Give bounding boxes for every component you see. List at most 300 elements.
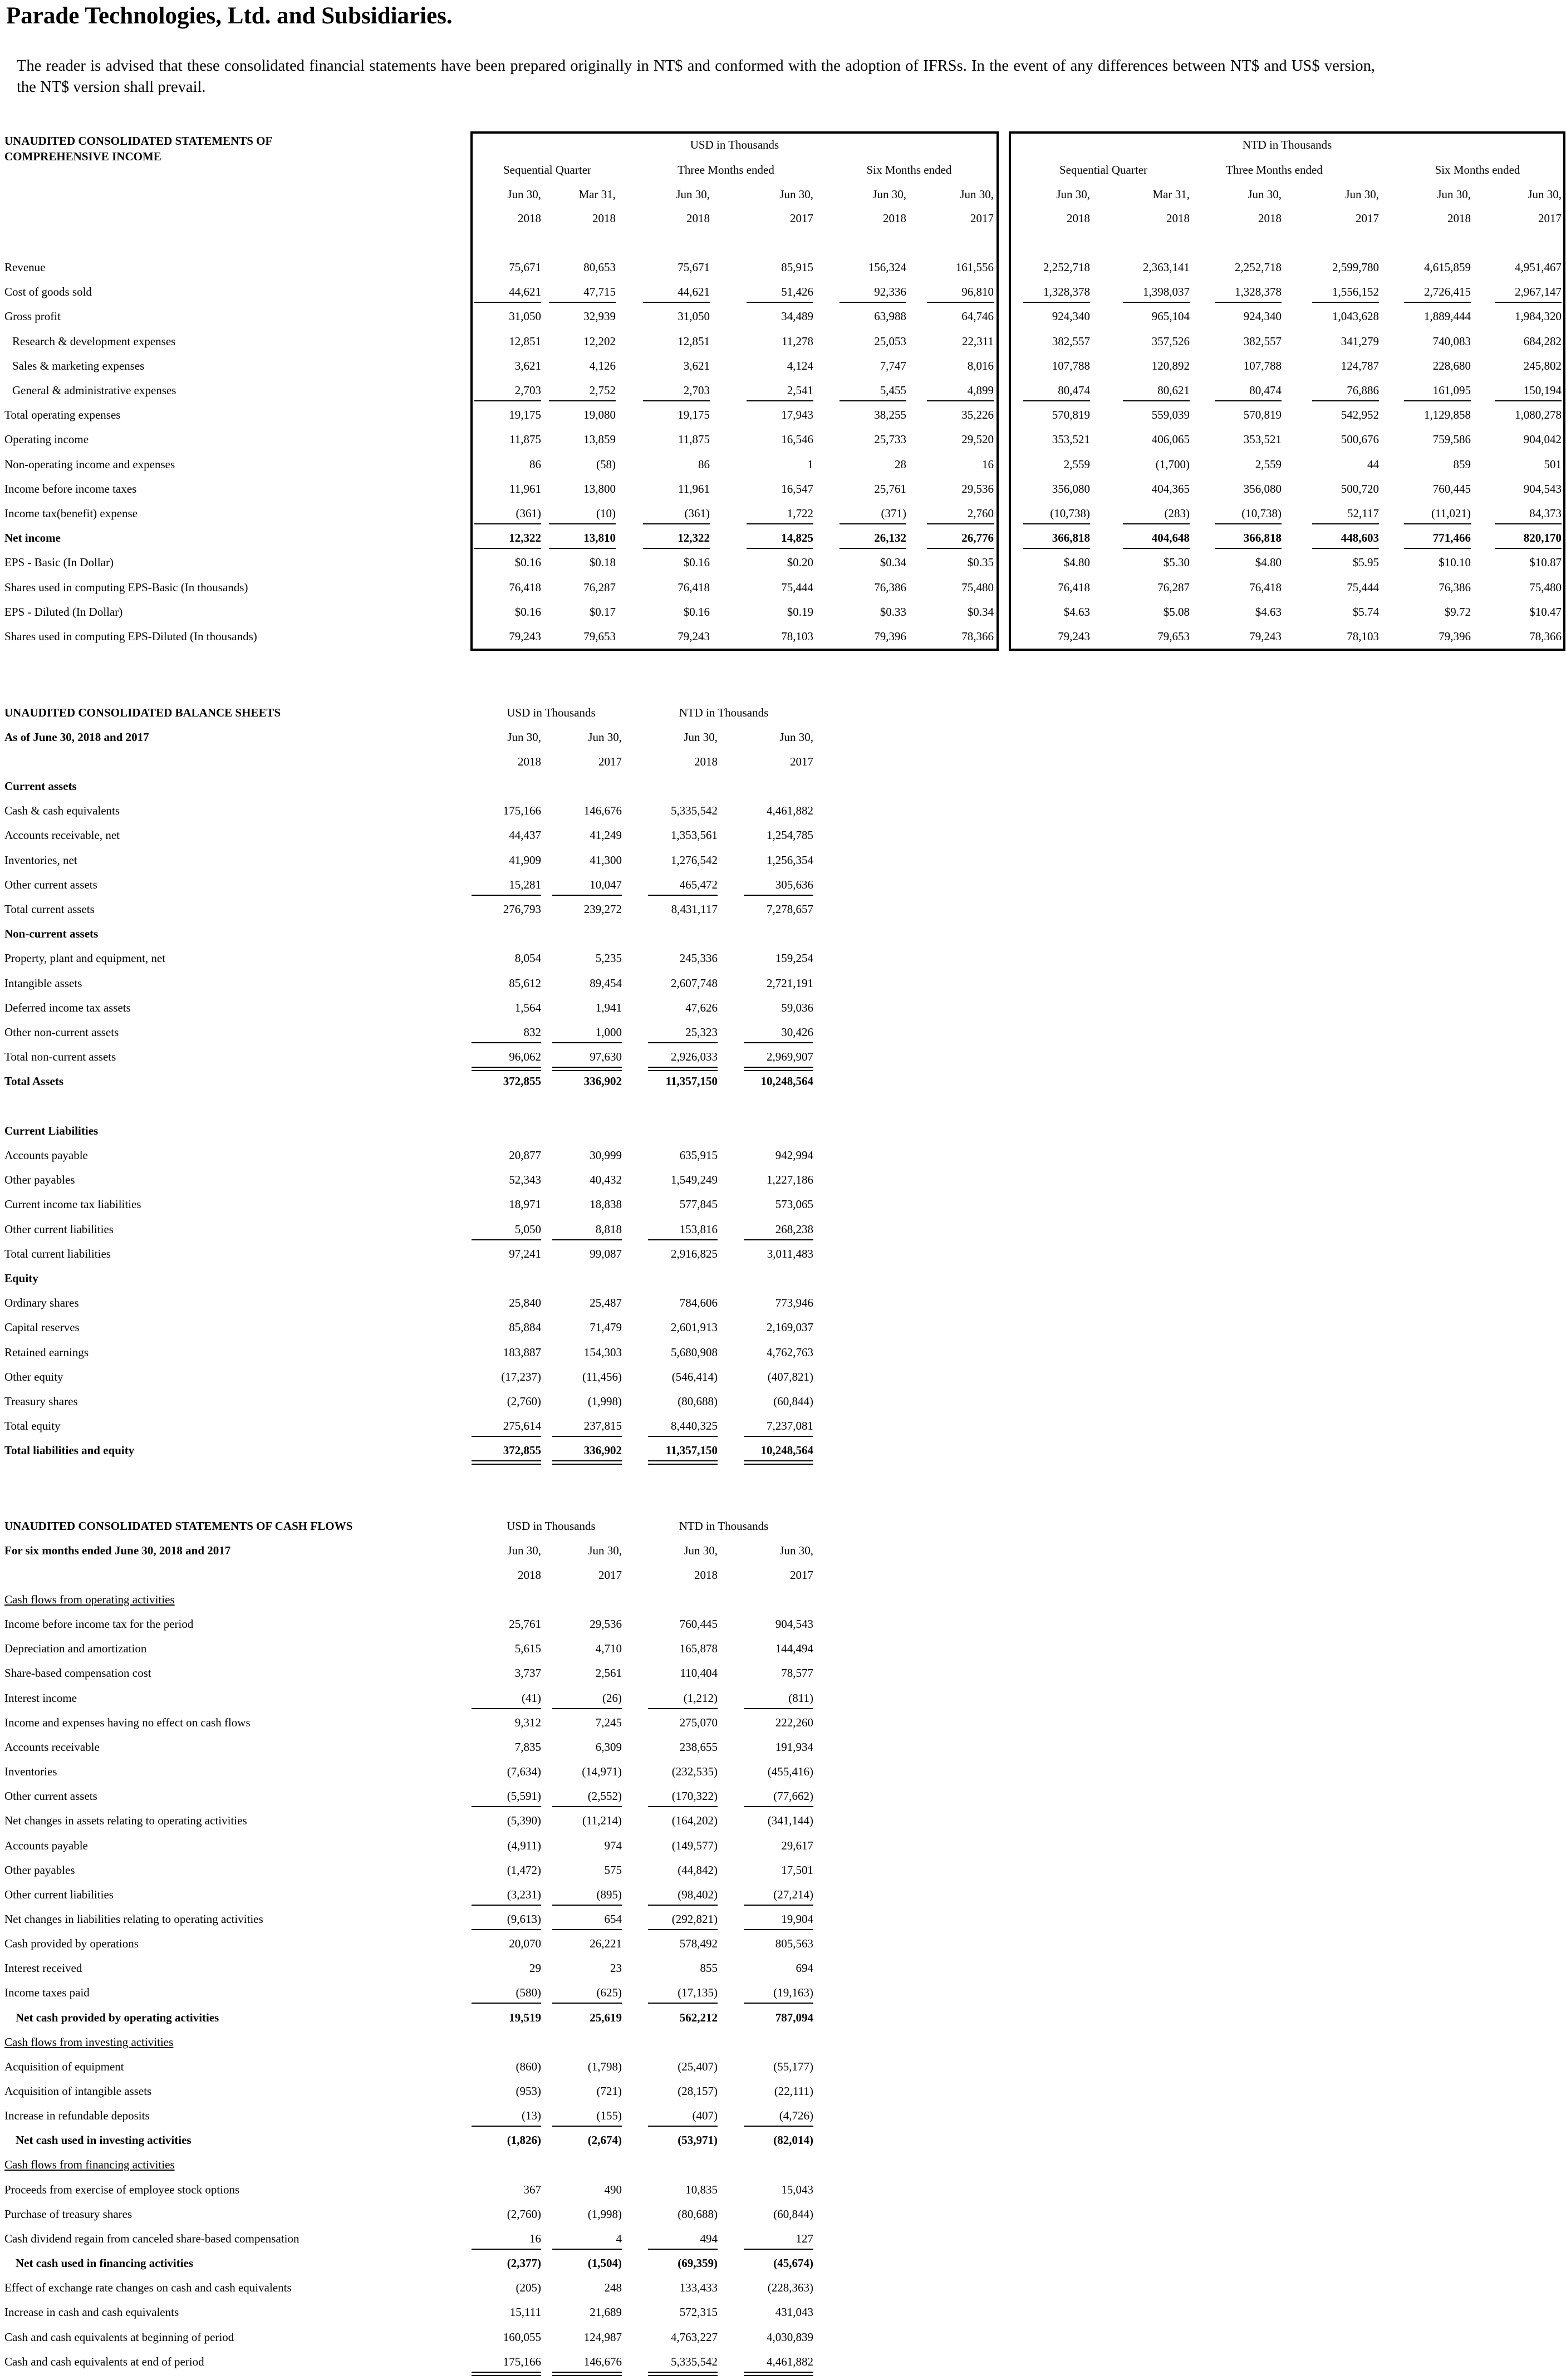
cashflow-underline [472,2249,541,2250]
cashflow-cell: 7,245 [595,1715,622,1729]
income-row-label: Cost of goods sold [4,285,92,299]
balance-row-label: Other current liabilities [4,1222,114,1236]
cashflow-cell: 431,043 [775,2305,813,2319]
income-underline [747,548,813,549]
balance-cell: 159,254 [775,951,813,965]
income-cell: 19,175 [509,408,541,422]
balance-cell: 1,227,186 [767,1173,813,1187]
cashflow-row-label: Cash flows from investing activities [4,2035,174,2049]
income-cell: 76,886 [1347,384,1379,397]
balance-cell: 7,237,081 [767,1419,813,1433]
income-row-label: Total operating expenses [4,408,121,422]
balance-cell: 2,607,748 [671,976,718,990]
income-col-year: 2017 [970,212,994,225]
cashflow-row-label: Cash provided by operations [4,1937,139,1951]
income-group-header: Three Months ended [1226,163,1323,176]
balance-underline [648,1460,718,1465]
income-cell: $5.08 [1163,605,1190,619]
balance-row-label: Intangible assets [4,976,82,990]
balance-cell: 146,676 [583,804,622,818]
cashflow-cell: 127 [796,2231,813,2245]
cashflow-cell: 25,761 [509,1617,541,1631]
income-cell: 29,536 [961,482,994,495]
cashflow-cell: 787,094 [775,2010,813,2024]
balance-cell: 5,235 [595,951,622,965]
cashflow-cell: (45,674) [773,2256,813,2270]
income-cell: 1,398,037 [1143,285,1190,299]
balance-row-label: Equity [4,1272,38,1285]
cashflow-cell: (2,377) [507,2256,541,2270]
balance-title: UNAUDITED CONSOLIDATED BALANCE SHEETS [4,706,281,719]
balance-cell: 11,357,150 [665,1444,718,1458]
income-cell: (1,700) [1155,457,1190,471]
income-cell: 51,426 [781,285,813,299]
income-cell: 1,129,858 [1424,408,1471,422]
income-cell: (10,738) [1241,507,1282,520]
balance-underline [744,1067,813,1071]
cashflow-row-label: Other current assets [4,1789,97,1803]
income-cell: 75,480 [1529,580,1562,594]
balance-cell: 3,011,483 [767,1247,813,1260]
cashflow-col-year: 2018 [694,1568,718,1582]
cashflow-row-label: Net cash used in financing activities [16,2256,194,2270]
cashflow-row-label: Share-based compensation cost [4,1666,151,1680]
balance-cell: 97,630 [590,1050,622,1064]
balance-underline [552,1067,622,1071]
balance-underline [648,1436,718,1437]
income-cell: 13,800 [583,482,616,495]
income-cell: 570,819 [1052,408,1090,422]
cashflow-cell: 191,934 [775,1740,813,1754]
income-cell: 26,776 [961,531,994,545]
cashflow-row-label: Depreciation and amortization [4,1642,147,1656]
income-underline [1312,302,1379,303]
cashflow-cell: 21,689 [590,2305,622,2319]
cashflow-cell: 175,166 [503,2354,541,2368]
income-cell: 2,752 [589,384,616,397]
balance-cell: 8,054 [514,951,541,965]
income-underline [1215,548,1282,549]
cashflow-row-label: Acquisition of equipment [4,2059,124,2073]
balance-cell: (546,414) [671,1370,718,1383]
income-cell: 79,396 [1439,630,1471,643]
cashflow-row-label: Cash dividend regain from canceled share-based compensation [4,2231,300,2245]
cashflow-cell: 760,445 [679,1617,718,1631]
income-cell: 382,557 [1052,334,1090,348]
income-cell: 11,961 [678,482,710,495]
income-cell: 245,802 [1523,359,1562,372]
income-col-month: Jun 30, [779,188,813,201]
cashflow-cell: (232,535) [671,1765,718,1779]
cashflow-underline [648,2372,718,2376]
cashflow-underline [744,2126,813,2127]
income-row-label: General & administrative expenses [12,384,176,397]
income-cell: 740,083 [1432,334,1471,348]
cashflow-cell: (2,674) [587,2133,622,2147]
cashflow-cell: (811) [788,1691,813,1705]
balance-ntd-header: NTD in Thousands [679,706,769,719]
balance-cell: 784,606 [679,1296,718,1310]
income-cell: 107,788 [1052,359,1090,372]
income-cell: 2,252,718 [1043,261,1090,274]
cashflow-row-label: Proceeds from exercise of employee stock options [4,2182,240,2196]
cashflow-cell: 29 [529,1961,541,1975]
balance-cell: 5,335,542 [671,804,718,818]
cashflow-cell: 26,221 [590,1937,622,1951]
balance-row-label: Current assets [4,779,77,793]
cashflow-cell: (164,202) [671,1814,718,1828]
income-cell: $4.63 [1255,605,1282,619]
balance-cell: 4,461,882 [767,804,813,818]
balance-cell: 1,353,561 [671,828,718,842]
balance-underline [744,1460,813,1465]
income-cell: 2,703 [683,384,710,397]
income-row-label: Income tax(benefit) expense [4,507,138,520]
income-cell: 904,042 [1523,433,1562,446]
cashflow-col-month: Jun 30, [507,1544,541,1557]
balance-subtitle: As of June 30, 2018 and 2017 [4,730,149,744]
cashflow-cell: 15,111 [509,2305,541,2319]
cashflow-underline [648,1905,718,1906]
income-row-label: Shares used in computing EPS-Diluted (In thousands) [4,630,257,643]
income-cell: 13,859 [583,433,616,446]
income-cell: 79,396 [874,630,906,643]
cashflow-cell: 4,461,882 [767,2354,813,2368]
cashflow-cell: (44,842) [678,1863,718,1877]
income-cell: 19,080 [583,408,616,422]
balance-cell: 99,087 [590,1247,622,1260]
income-underline [1123,302,1190,303]
cashflow-ntd-header: NTD in Thousands [679,1519,769,1533]
cashflow-cell: 9,312 [514,1715,541,1729]
cashflow-row-label: Net cash provided by operating activities [16,2010,219,2024]
income-underline [1123,400,1190,401]
cashflow-cell: 20,070 [509,1937,541,1951]
cashflow-cell: (953) [516,2084,541,2098]
cashflow-col-year: 2017 [598,1568,622,1582]
income-cell: 11,961 [509,482,541,495]
cashflow-underline [552,2003,622,2004]
cashflow-cell: (82,014) [773,2133,813,2147]
income-underline [643,548,710,549]
income-cell: 79,243 [678,630,710,643]
income-underline [840,302,906,303]
income-cell: 75,444 [1347,580,1379,594]
cashflow-underline [648,1929,718,1930]
income-cell: 78,103 [1347,630,1379,643]
income-cell: 76,386 [874,580,906,594]
balance-cell: 30,999 [590,1149,622,1162]
cashflow-row-label: Net changes in liabilities relating to operating activities [4,1912,263,1926]
balance-cell: 4,762,763 [767,1345,813,1359]
income-cell: 80,653 [583,261,616,274]
income-cell: 16 [982,457,994,471]
income-row-label: Sales & marketing expenses [12,359,145,372]
income-underline [1404,400,1471,401]
cashflow-cell: 133,433 [679,2281,718,2295]
income-cell: 107,788 [1243,359,1282,372]
income-underline [549,400,616,401]
cashflow-cell: (3,231) [507,1887,541,1901]
income-cell: 684,282 [1523,334,1562,348]
balance-underline [472,1042,541,1043]
cashflow-cell: (228,363) [767,2281,813,2295]
balance-cell: 268,238 [775,1222,813,1236]
cashflow-cell: (860) [516,2059,541,2073]
income-col-year: 2017 [790,212,813,225]
income-cell: 7,747 [880,359,906,372]
income-cell: $0.16 [683,556,710,570]
income-cell: $0.19 [787,605,813,619]
income-underline [1404,548,1471,549]
balance-usd-header: USD in Thousands [507,706,596,719]
income-cell: 4,615,859 [1424,261,1471,274]
income-cell: 1 [807,457,813,471]
cashflow-cell: (27,214) [773,1887,813,1901]
balance-cell: (60,844) [773,1395,813,1408]
cashflow-cell: (170,322) [671,1789,718,1803]
income-cell: 86 [529,457,541,471]
cashflow-cell: (14,971) [582,1765,622,1779]
balance-cell: (1,998) [587,1395,622,1408]
income-row-label: Income before income taxes [4,482,137,495]
income-col-month: Jun 30, [1437,188,1471,201]
cashflow-cell: 124,987 [583,2330,622,2344]
balance-cell: 8,431,117 [671,902,718,916]
cashflow-underline [648,1708,718,1709]
income-underline [474,523,541,524]
cashflow-cell: 29,536 [590,1617,622,1631]
income-cell: 84,373 [1529,507,1562,520]
income-underline [927,400,994,401]
balance-cell: 2,916,825 [671,1247,718,1260]
income-col-year: 2018 [1166,212,1190,225]
income-cell: 356,080 [1243,482,1282,495]
cashflow-cell: (1,998) [587,2207,622,2221]
income-group-header: Six Months ended [866,163,952,176]
balance-underline [552,1042,622,1043]
cashflow-underline [648,2003,718,2004]
income-cell: 96,810 [961,285,994,299]
cashflow-underline [744,1929,813,1930]
balance-underline [552,1239,622,1240]
cashflow-underline [648,2249,718,2250]
income-cell: 76,418 [509,580,541,594]
income-group-header: Six Months ended [1435,163,1520,176]
income-cell: 25,733 [874,433,906,446]
balance-row-label: Deferred income tax assets [4,1000,131,1014]
income-cell: 22,311 [962,334,994,348]
cashflow-cell: 248 [604,2281,622,2295]
income-cell: 228,680 [1432,359,1471,372]
income-cell: 904,543 [1523,482,1562,495]
income-col-year: 2018 [1447,212,1471,225]
balance-cell: 47,626 [685,1000,718,1014]
cashflow-row-label: Interest received [4,1961,82,1975]
balance-cell: (2,760) [507,1395,541,1408]
balance-cell: 41,300 [590,853,622,867]
balance-cell: 11,357,150 [665,1074,718,1088]
income-cell: $10.87 [1529,556,1562,570]
cashflow-underline [472,1806,541,1807]
balance-cell: 18,971 [509,1198,541,1211]
income-cell: 38,255 [874,408,906,422]
cashflow-cell: (580) [516,1986,541,2000]
cashflow-cell: (1,826) [507,2133,541,2147]
income-col-year: 2018 [592,212,616,225]
income-cell: 3,621 [683,359,710,372]
income-cell: 404,365 [1151,482,1190,495]
income-underline [1404,523,1471,524]
income-cell: 771,466 [1432,531,1471,545]
income-cell: 1,328,378 [1043,285,1090,299]
income-cell: 2,703 [514,384,541,397]
income-cell: 1,722 [787,507,813,520]
income-cell: 79,243 [1058,630,1090,643]
income-cell: 80,474 [1058,384,1090,397]
cashflow-cell: 855 [700,1961,718,1975]
balance-cell: 7,278,657 [767,902,813,916]
income-row-label: Operating income [4,433,89,446]
income-col-month: Jun 30, [872,188,906,201]
cashflow-cell: 110,404 [680,1666,718,1680]
cashflow-cell: 654 [604,1912,622,1926]
cashflow-cell: 694 [796,1961,813,1975]
cashflow-cell: (80,688) [678,2207,718,2221]
income-underline [927,523,994,524]
income-cell: 32,939 [583,310,616,323]
income-cell: 924,340 [1243,310,1282,323]
cashflow-cell: 78,577 [781,1666,813,1680]
usd-income-header: USD in Thousands [690,138,779,151]
cashflow-cell: (1,212) [683,1691,718,1705]
balance-underline [472,1067,541,1071]
balance-col-month: Jun 30, [684,730,718,744]
balance-row-label: Other equity [4,1370,63,1383]
balance-col-month: Jun 30, [588,730,622,744]
cashflow-row-label: Income before income tax for the period [4,1617,194,1631]
balance-underline [552,1460,622,1465]
cashflow-cell: (28,157) [678,2084,718,2098]
income-cell: 16,546 [781,433,813,446]
income-cell: 5,455 [880,384,906,397]
income-cell: 11,875 [678,433,710,446]
cashflow-cell: 146,676 [583,2354,622,2368]
income-cell: 12,202 [583,334,616,348]
balance-cell: 41,909 [509,853,541,867]
cashflow-title: UNAUDITED CONSOLIDATED STATEMENTS OF CASH FLOWS [4,1519,353,1533]
balance-cell: 154,303 [583,1345,622,1359]
income-cell: 2,760 [967,507,994,520]
balance-cell: (17,237) [501,1370,541,1383]
income-underline [747,400,813,401]
cashflow-underline [744,1905,813,1906]
cashflow-row-label: Accounts payable [4,1838,88,1852]
balance-cell: 40,432 [590,1173,622,1187]
cashflow-row-label: Inventories [4,1765,57,1779]
cashflow-cell: 19,904 [781,1912,813,1926]
balance-cell: 183,887 [503,1345,541,1359]
income-underline [1312,523,1379,524]
income-cell: 2,252,718 [1235,261,1282,274]
income-cell: 2,726,415 [1424,285,1471,299]
balance-underline [472,1436,541,1437]
cashflow-row-label: Other current liabilities [4,1887,114,1901]
balance-cell: 1,549,249 [671,1173,718,1187]
income-group-header: Sequential Quarter [503,163,592,176]
balance-underline [744,1042,813,1043]
balance-row-label: Retained earnings [4,1345,89,1359]
income-col-year: 2018 [1258,212,1282,225]
cashflow-underline [472,1905,541,1906]
balance-underline [648,1042,718,1043]
income-cell: 11,278 [782,334,813,348]
income-cell: 80,621 [1157,384,1190,397]
income-cell: 25,761 [874,482,906,495]
income-underline [1495,523,1562,524]
income-cell: 1,556,152 [1332,285,1379,299]
income-underline [1123,523,1190,524]
income-row-label: Research & development expenses [12,334,176,348]
cashflow-cell: 4 [616,2231,622,2245]
income-cell: 353,521 [1243,433,1282,446]
cashflow-underline [648,1806,718,1807]
income-cell: 4,951,467 [1515,261,1562,274]
cashflow-underline [472,1708,541,1709]
income-col-year: 2017 [1356,212,1379,225]
income-cell: 542,952 [1341,408,1379,422]
income-cell: (283) [1164,507,1190,520]
cashflow-row-label: Cash and cash equivalents at end of period [4,2354,204,2368]
income-cell: 2,599,780 [1332,261,1379,274]
cashflow-cell: (77,662) [773,1789,813,1803]
balance-cell: 10,248,564 [760,1444,813,1458]
cashflow-col-month: Jun 30, [588,1544,622,1557]
balance-row-label: Total liabilities and equity [4,1444,135,1458]
income-cell: 44 [1367,457,1379,471]
cashflow-row-label: Increase in refundable deposits [4,2109,150,2123]
cashflow-cell: 238,655 [679,1740,718,1754]
income-underline [1215,302,1282,303]
cashflow-cell: 19,519 [509,2010,541,2024]
cashflow-row-label: Cash flows from financing activities [4,2158,175,2172]
cashflow-cell: (1,472) [507,1863,541,1877]
cashflow-cell: 10,835 [685,2182,718,2196]
income-cell: 76,418 [1058,580,1090,594]
cashflow-cell: (60,844) [773,2207,813,2221]
cashflow-cell: (341,144) [767,1814,813,1828]
cashflow-cell: 5,335,542 [671,2354,718,2368]
income-cell: 2,363,141 [1143,261,1190,274]
income-cell: 2,559 [1063,457,1090,471]
income-cell: 161,095 [1432,384,1471,397]
income-cell: 559,039 [1151,408,1190,422]
income-cell: 759,586 [1432,433,1471,446]
balance-cell: (11,456) [582,1370,622,1383]
cashflow-cell: 805,563 [775,1937,813,1951]
cashflow-cell: (895) [596,1887,622,1901]
cashflow-row-label: Income and expenses having no effect on cash flows [4,1715,251,1729]
income-cell: $0.18 [589,556,616,570]
cashflow-cell: 974 [604,1838,622,1852]
income-col-month: Jun 30, [507,188,541,201]
income-underline [1495,302,1562,303]
income-underline [643,302,710,303]
income-col-year: 2018 [883,212,906,225]
cashflow-subtitle: For six months ended June 30, 2018 and 2017 [4,1544,231,1557]
income-underline [1023,400,1090,401]
income-cell: $4.80 [1255,556,1282,570]
